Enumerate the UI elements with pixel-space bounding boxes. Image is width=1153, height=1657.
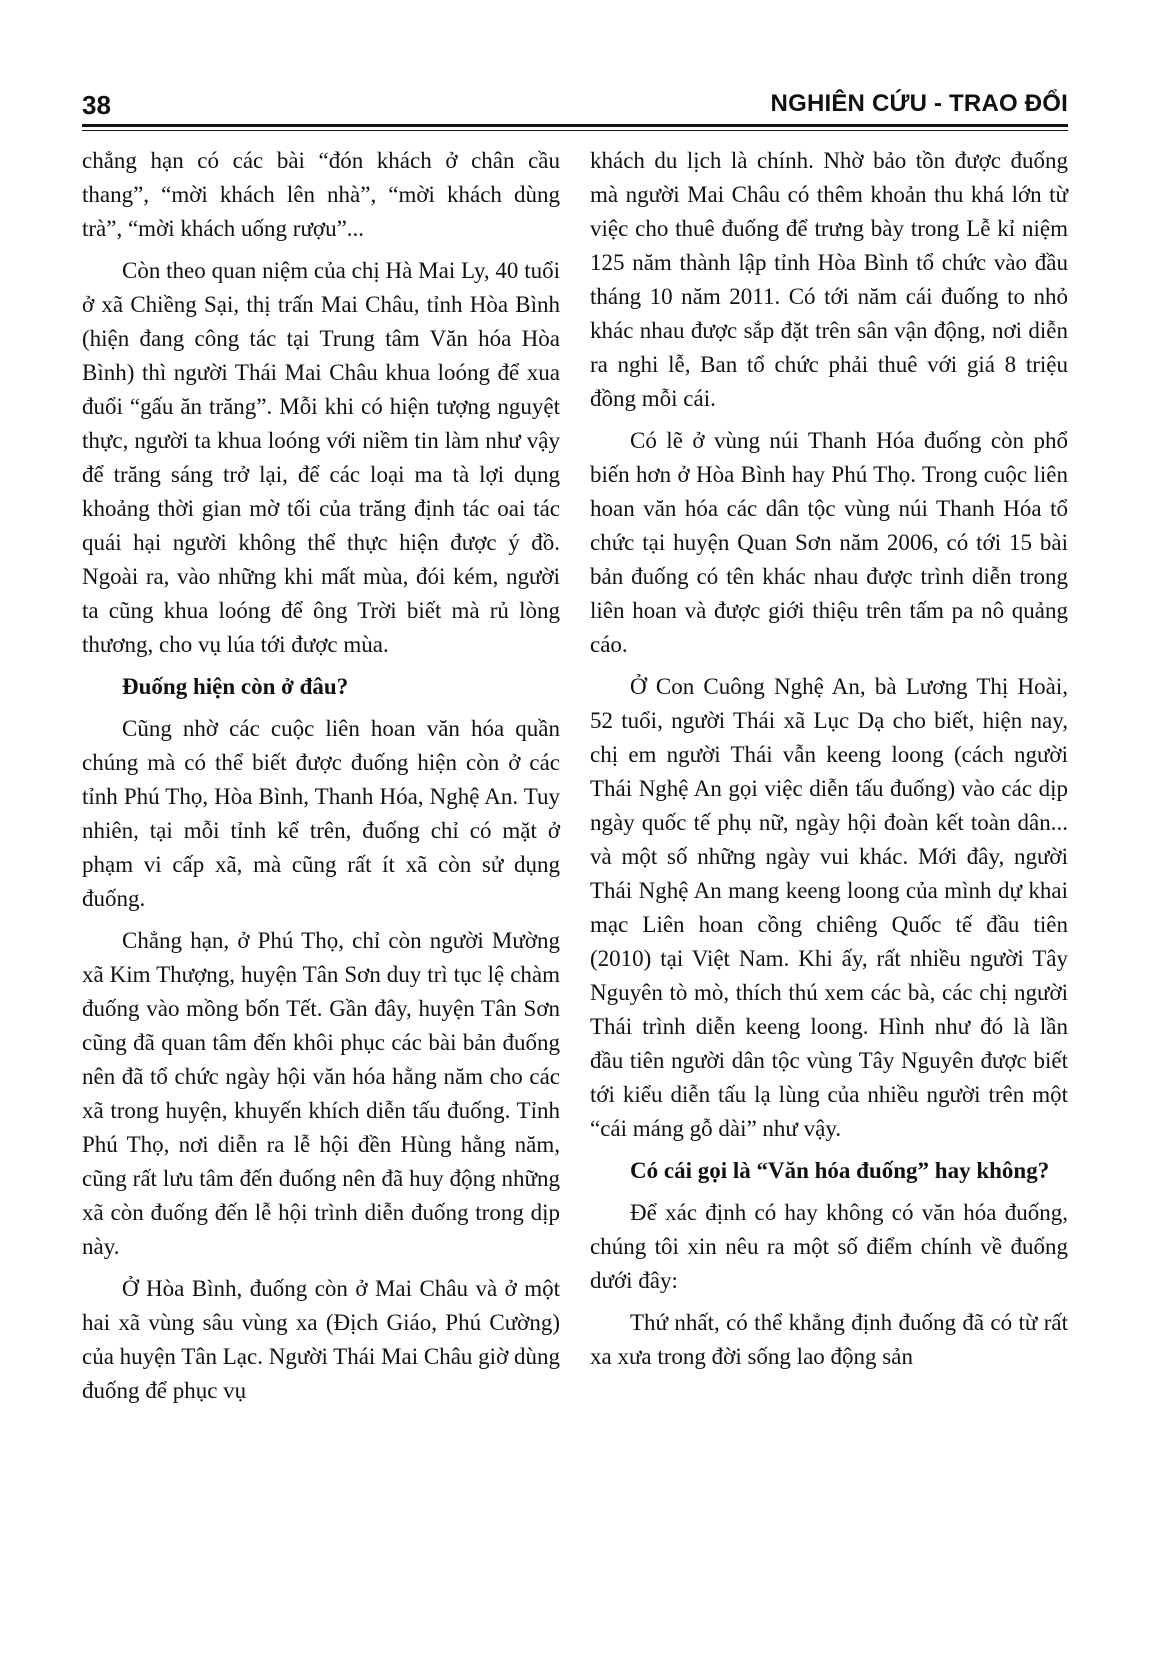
section-heading: Có cái gọi là “Văn hóa đuống” hay không? xyxy=(630,1158,1050,1183)
paragraph: Để xác định có hay không có văn hóa đuống, chúng tôi xin nêu ra một số điểm chính về đuống dưới đây: xyxy=(590,1200,1068,1293)
paragraph: khách du lịch là chính. Nhờ bảo tồn được đuống mà người Mai Châu có thêm khoản thu khá lớn từ việc cho thuê đuống để trưng bày trong Lễ kỉ niệm 125 năm thành lập tỉnh Hòa Bình tổ chức vào đầu tháng 10 năm 2011. Có tới năm cái đuống to nhỏ khác nhau được sắp đặt trên sân vận động, nơi diễn ra nghi lễ, Ban tổ chức phải thuê với giá 8 triệu đồng mỗi cái. xyxy=(590,148,1068,411)
paragraph: Còn theo quan niệm của chị Hà Mai Ly, 40 tuổi ở xã Chiềng Sại, thị trấn Mai Châu, tỉnh Hòa Bình (hiện đang công tác tại Trung tâm Văn hóa Hòa Bình) thì người Thái Mai Châu khua loóng để xua đuổi “gấu ăn trăng”. Mỗi khi có hiện tượng nguyệt thực, người ta khua loóng với niềm tin làm như vậy để trăng sáng trở lại, để các loại ma tà lợi dụng khoảng thời gian mờ tối của trăng định tác oai tác quái hại người không thể thực hiện được ý đồ. Ngoài ra, vào những khi mất mùa, đói kém, người ta cũng khua loóng để ông Trời biết mà rủ lòng thương, cho vụ lúa tới được mùa. xyxy=(82,258,560,657)
left-column xyxy=(82,144,560,1644)
paragraph: Cũng nhờ các cuộc liên hoan văn hóa quần chúng mà có thể biết được đuống hiện còn ở các tỉnh Phú Thọ, Hòa Bình, Thanh Hóa, Nghệ An. Tuy nhiên, tại mỗi tỉnh kể trên, đuống chỉ có mặt ở phạm vi cấp xã, mà cũng rất ít xã còn sử dụng đuống. xyxy=(82,716,560,911)
document-page xyxy=(82,84,1068,1644)
right-column xyxy=(590,144,1068,1644)
body-columns xyxy=(82,144,1068,1644)
section-heading: Đuống hiện còn ở đâu? xyxy=(122,674,349,699)
section-title: NGHIÊN CỨU - TRAO ĐỔI xyxy=(770,90,1068,117)
paragraph: Thứ nhất, có thể khẳng định đuống đã có từ rất xa xưa trong đời sống lao động sản xyxy=(590,1310,1068,1369)
paragraph: chẳng hạn có các bài “đón khách ở chân cầu thang”, “mời khách lên nhà”, “mời khách dùng trà”, “mời khách uống rượu”... xyxy=(82,148,560,241)
paragraph: Ở Con Cuông Nghệ An, bà Lương Thị Hoài, 52 tuổi, người Thái xã Lục Dạ cho biết, hiện nay, chị em người Thái vẫn keeng loong (cách người Thái Nghệ An gọi việc diễn tấu đuống) vào các dịp ngày quốc tế phụ nữ, ngày hội đoàn kết toàn dân... và một số những ngày vui khác. Mới đây, người Thái Nghệ An mang keeng loong của mình dự khai mạc Liên hoan cồng chiêng Quốc tế đầu tiên (2010) tại Việt Nam. Khi ấy, rất nhiều người Tây Nguyên tò mò, thích thú xem các bà, các chị người Thái trình diễn keeng loong. Hình như đó là lần đầu tiên người dân tộc vùng Tây Nguyên được biết tới kiểu diễn tấu lạ lùng của nhiều người trên một “cái máng gỗ dài” như vậy. xyxy=(590,674,1068,1141)
header-rule-thin xyxy=(82,130,1068,131)
page-number: 38 xyxy=(82,90,111,120)
header-rule-thick xyxy=(82,124,1068,127)
page-header xyxy=(82,84,1068,124)
paragraph: Ở Hòa Bình, đuống còn ở Mai Châu và ở một hai xã vùng sâu vùng xa (Địch Giáo, Phú Cường) của huyện Tân Lạc. Người Thái Mai Châu giờ dùng đuống để phục vụ xyxy=(82,1276,560,1403)
paragraph: Chẳng hạn, ở Phú Thọ, chỉ còn người Mường xã Kim Thượng, huyện Tân Sơn duy trì tục lệ chàm đuống vào mồng bốn Tết. Gần đây, huyện Tân Sơn cũng đã quan tâm đến khôi phục các bài bản đuống nên đã tổ chức ngày hội văn hóa hằng năm cho các xã trong huyện, khuyến khích diễn tấu đuống. Tỉnh Phú Thọ, nơi diễn ra lễ hội đền Hùng hằng năm, cũng rất lưu tâm đến đuống nên đã huy động những xã còn đuống đến lễ hội trình diễn đuống trong dịp này. xyxy=(82,928,560,1259)
paragraph: Có lẽ ở vùng núi Thanh Hóa đuống còn phổ biến hơn ở Hòa Bình hay Phú Thọ. Trong cuộc liên hoan văn hóa các dân tộc vùng núi Thanh Hóa tổ chức tại huyện Quan Sơn năm 2006, có tới 15 bài bản đuống có tên khác nhau được trình diễn trong liên hoan và được giới thiệu trên tấm pa nô quảng cáo. xyxy=(590,428,1068,657)
